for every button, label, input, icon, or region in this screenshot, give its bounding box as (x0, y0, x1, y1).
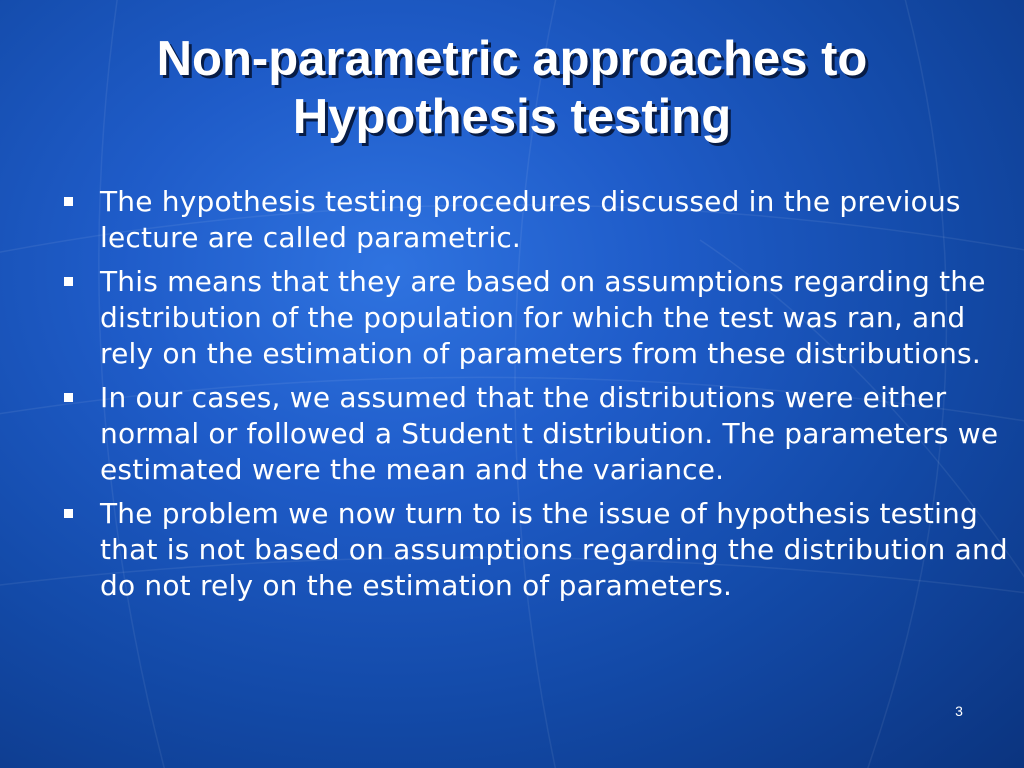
slide-number: 3 (955, 703, 963, 719)
square-bullet-icon (64, 277, 73, 286)
square-bullet-icon (64, 393, 73, 402)
bullet-text: The problem we now turn to is the issue of hypothesis testing that is not based on assumptions regarding the distribution and do not rely on the estimation of parameters. (100, 497, 1008, 602)
slide-title-line-2: Hypothesis testing (292, 90, 732, 144)
bullet-list (60, 184, 1020, 612)
square-bullet-icon (64, 509, 73, 518)
bullet-item (60, 264, 1020, 372)
bullet-item (60, 496, 1020, 604)
bullet-text: In our cases, we assumed that the distributions were either normal or followed a Student t distribution. The parameters we estimated were the mean and the variance. (100, 381, 999, 486)
slide-title (40, 30, 984, 146)
bullet-text: The hypothesis testing procedures discussed in the previous lecture are called parametric. (100, 185, 961, 254)
bullet-item (60, 380, 1020, 488)
slide-title-line-1: Non-parametric approaches to (156, 32, 868, 86)
bullet-text: This means that they are based on assumptions regarding the distribution of the population for which the test was ran, and rely on the estimation of parameters from these distributions. (100, 265, 986, 370)
bullet-item (60, 184, 1020, 256)
square-bullet-icon (64, 197, 73, 206)
